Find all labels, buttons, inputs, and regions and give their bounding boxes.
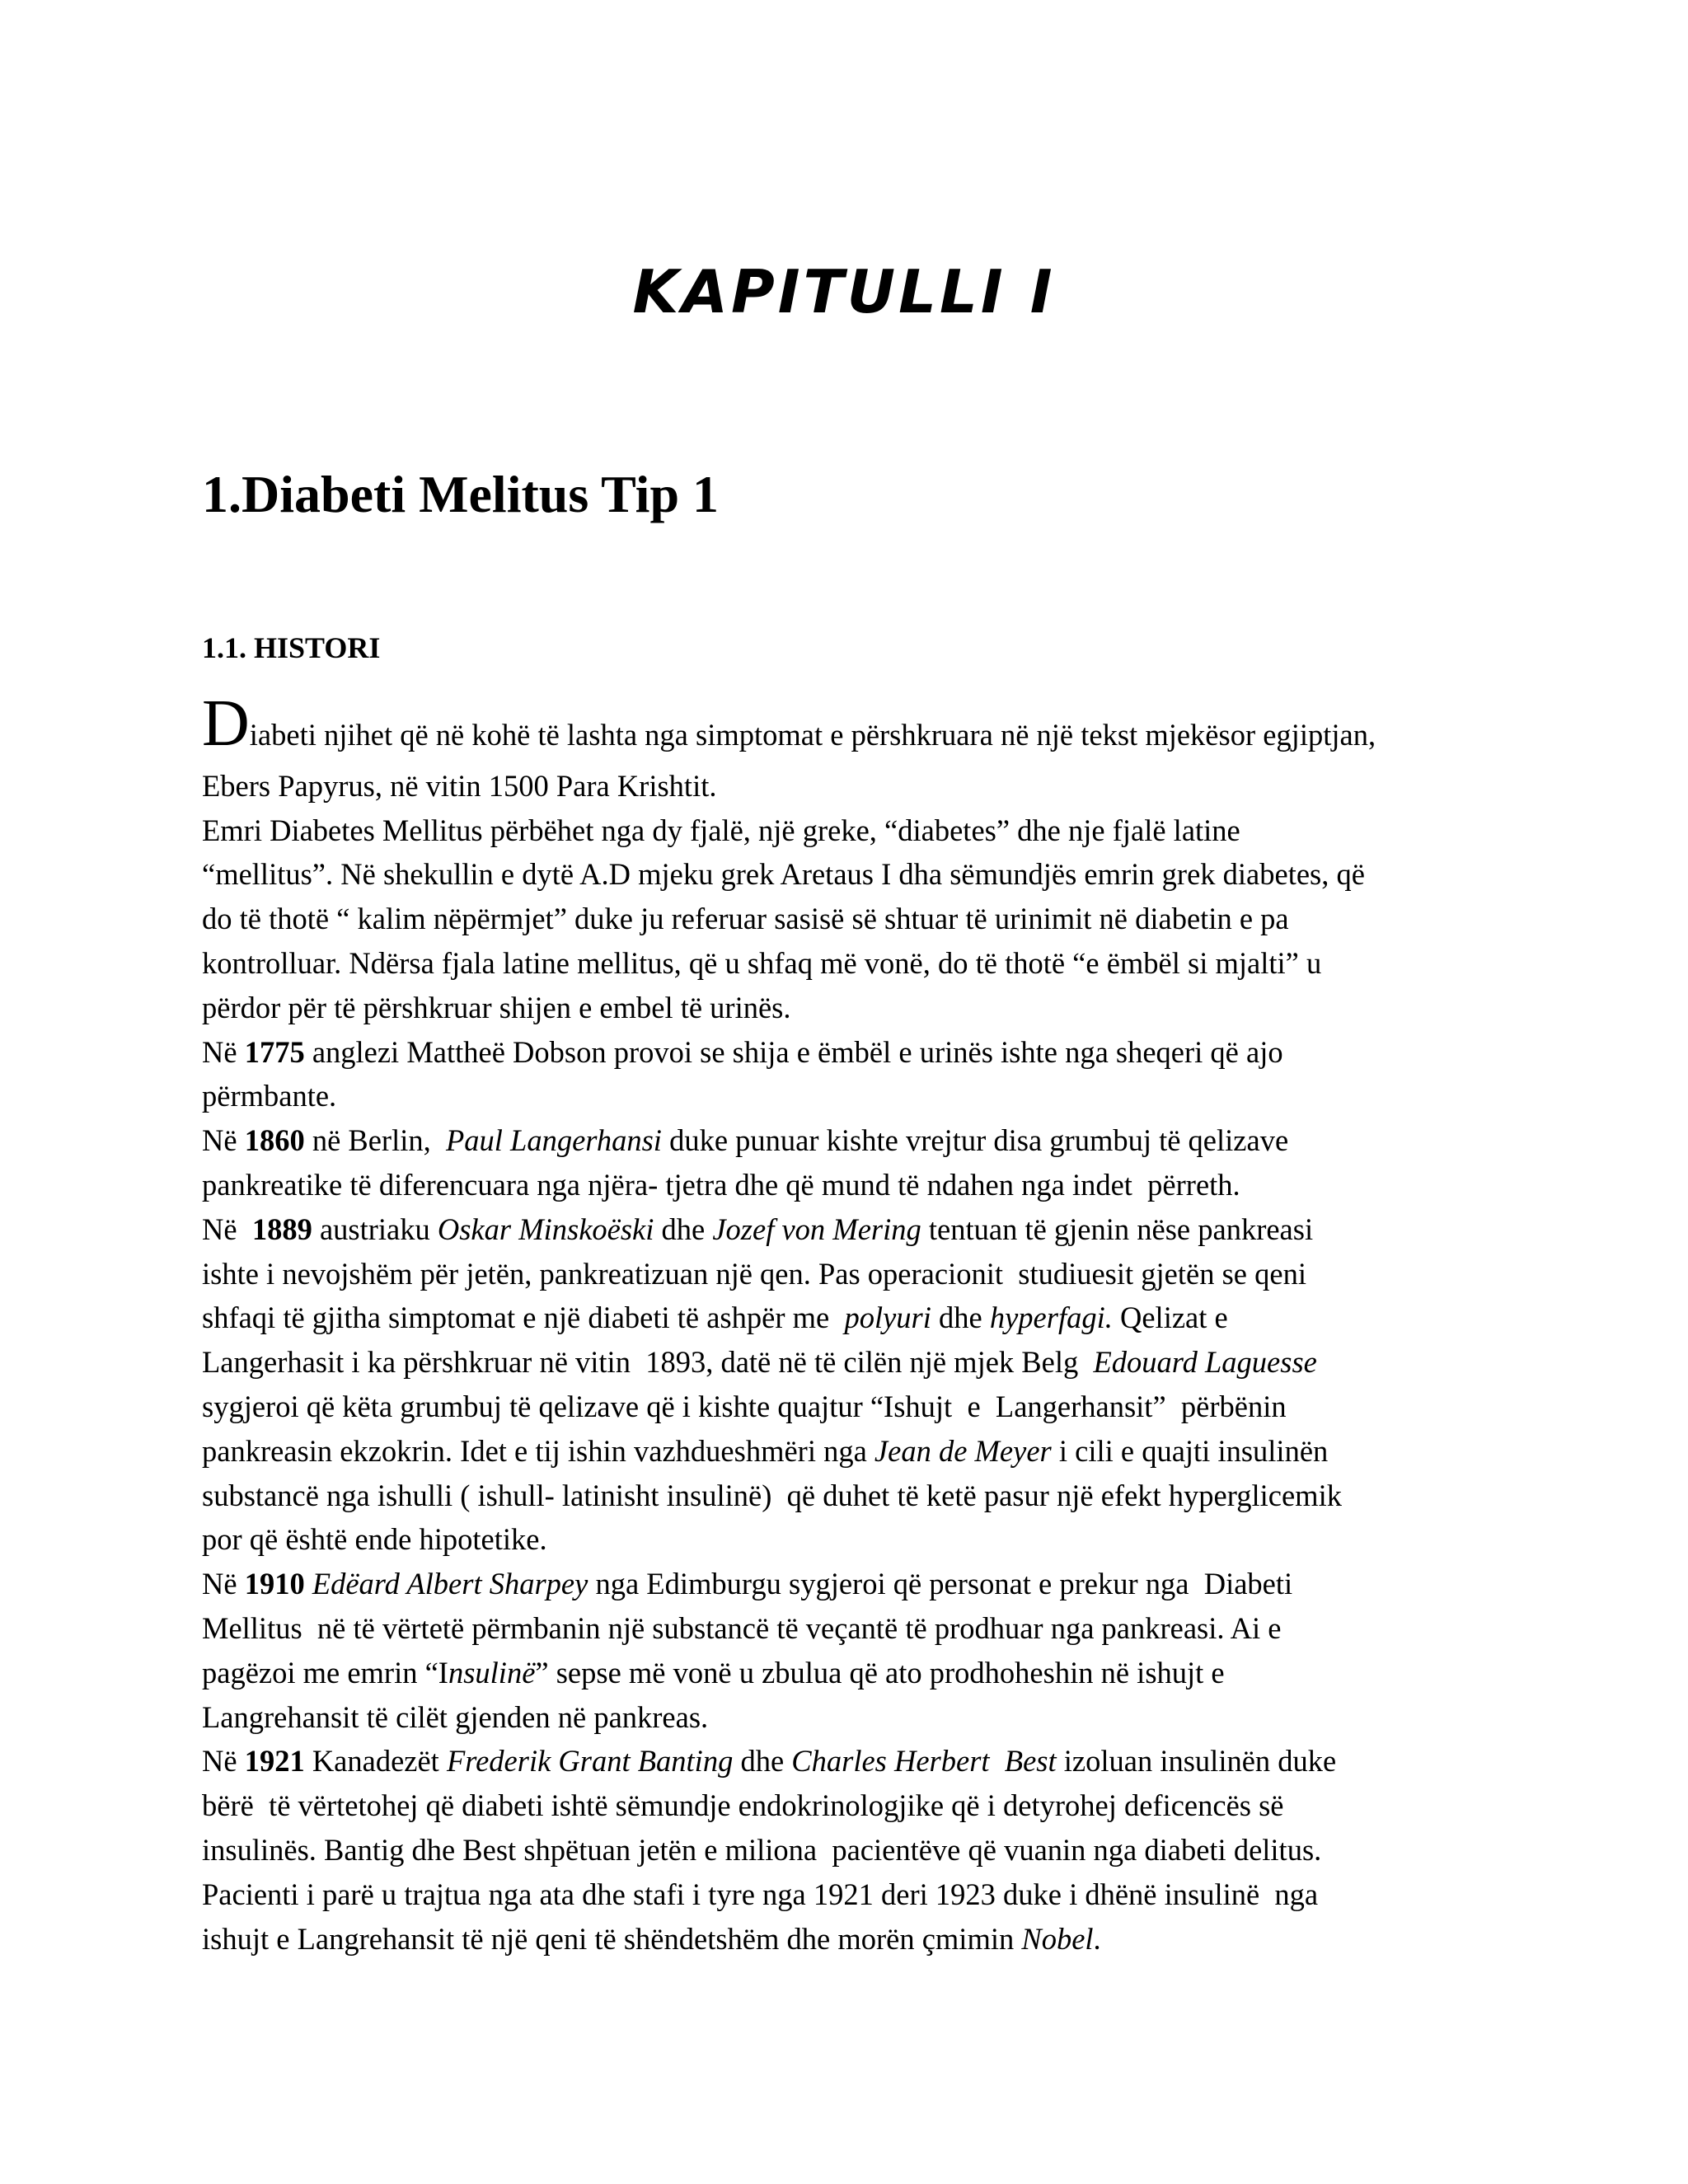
text-run: izoluan insulinën duke xyxy=(1056,1744,1337,1779)
text-run: Kanadezët xyxy=(304,1744,447,1779)
text-run: . xyxy=(1093,1921,1101,1956)
body-text xyxy=(202,687,1488,1961)
medical-term: nsulinë xyxy=(448,1655,536,1690)
year-1921: 1921 xyxy=(244,1744,305,1779)
paragraph-line: përdor për të përshkruar shijen e embel të urinës. xyxy=(202,990,791,1024)
paragraph-line: insulinës. Bantig dhe Best shpëtuan jetën e miliona pacientëve që vuanin nga diabeti delitus. xyxy=(202,1832,1322,1867)
medical-term: polyuri xyxy=(844,1301,931,1335)
paragraph-line: substancë nga ishulli ( ishull- latinisht insulinë) që duhet të ketë pasur një efekt hyperglicemik xyxy=(202,1478,1342,1512)
medical-term: hyperfagi. xyxy=(989,1301,1113,1335)
text-run: nga Edimburgu sygjeroi që personat e prekur nga Diabeti xyxy=(588,1567,1293,1601)
text-run: Në xyxy=(202,1567,245,1601)
paragraph-line xyxy=(202,1562,1488,1606)
text-run: dhe xyxy=(654,1212,713,1246)
paragraph-line: por që është ende hipotetike. xyxy=(202,1522,547,1557)
year-1775: 1775 xyxy=(244,1034,305,1069)
chapter-title: KAPITULLI I xyxy=(632,257,1056,326)
drop-cap: D xyxy=(202,687,250,760)
person-name: Frederik Grant Banting xyxy=(446,1744,734,1779)
text-run: Në xyxy=(202,1034,245,1069)
paragraph-line: Mellitus në të vërtetë përmbanin një substancë të veçantë të prodhuar nga pankreasi. Ai e xyxy=(202,1610,1282,1645)
text-run: Në xyxy=(202,1212,252,1246)
paragraph-line: Emri Diabetes Mellitus përbëhet nga dy fjalë, një greke, “diabetes” dhe nje fjalë latine xyxy=(202,813,1240,847)
section-heading: 1.Diabeti Melitus Tip 1 xyxy=(202,465,720,523)
person-name: Jean de Meyer xyxy=(874,1433,1052,1468)
person-name: Paul Langerhansi xyxy=(446,1123,662,1158)
text-run: tentuan të gjenin nëse pankreasi xyxy=(921,1212,1314,1246)
text-run: pagëzoi me emrin “I xyxy=(202,1655,448,1690)
text-run: ” sepse më vonë u zbulua që ato prodhoheshin në ishujt e xyxy=(535,1655,1225,1690)
text-run: Langerhasit i ka përshkruar në vitin 1893, datë në të cilën një mjek Belg xyxy=(202,1345,1094,1380)
text-run: dhe xyxy=(733,1744,792,1779)
text-run xyxy=(305,1567,312,1601)
paragraph-line xyxy=(202,1340,1488,1385)
person-name: Oskar Minskoëski xyxy=(437,1212,654,1246)
paragraph-line: bërë të vërtetohej që diabeti ishtë sëmundje endokrinologjike që i detyrohej deficencës së xyxy=(202,1788,1284,1823)
text-run: i cili e quajti insulinën xyxy=(1051,1433,1329,1468)
text-run: duke punuar kishte vrejtur disa grumbuj të qelizave xyxy=(661,1123,1289,1158)
text-run: Qelizat e xyxy=(1112,1301,1228,1335)
paragraph-line xyxy=(202,1917,1488,1961)
text-run: Në xyxy=(202,1123,245,1158)
paragraph-line xyxy=(202,1429,1488,1474)
paragraph-line: sygjeroi që këta grumbuj të qelizave që i kishte quajtur “Ishujt e Langerhansit” përbënin xyxy=(202,1389,1287,1423)
text-run: në Berlin, xyxy=(304,1123,446,1158)
paragraph-line: kontrolluar. Ndërsa fjala latine mellitus, që u shfaq më vonë, do të thotë “e ëmbël si mjalti” u xyxy=(202,945,1322,980)
text-run: dhe xyxy=(931,1301,990,1335)
paragraph-line: Ebers Papyrus, në vitin 1500 Para Krishtit. xyxy=(202,768,717,803)
person-name: Charles Herbert Best xyxy=(791,1744,1057,1779)
text-run: austriaku xyxy=(312,1212,438,1246)
text-run: ishujt e Langrehansit të një qeni të shëndetshëm dhe morën çmimin xyxy=(202,1921,1022,1956)
paragraph-line xyxy=(202,1739,1488,1783)
text-run: pankreasin ekzokrin. Idet e tij ishin vazhdueshmëri nga xyxy=(202,1433,874,1468)
paragraph-line xyxy=(202,1296,1488,1340)
text-run: shfaqi të gjitha simptomat e një diabeti të ashpër me xyxy=(202,1301,845,1335)
paragraph-line: përmbante. xyxy=(202,1079,337,1113)
text-run: iabeti njihet që në kohë të lashta nga simptomat e përshkruara në një tekst mjekësor egjiptjan, xyxy=(249,718,1376,752)
text-run: Në xyxy=(202,1744,245,1779)
paragraph-line xyxy=(202,687,1488,760)
paragraph-line xyxy=(202,1030,1488,1075)
paragraph-line xyxy=(202,1651,1488,1695)
paragraph-line: pankreatike të diferencuara nga njëra- tjetra dhe që mund të ndahen nga indet përreth. xyxy=(202,1167,1240,1202)
year-1860: 1860 xyxy=(244,1123,305,1158)
paragraph-line: do të thotë “ kalim nëpërmjet” duke ju referuar sasisë së shtuar të urinimit në diabetin e pa xyxy=(202,902,1289,936)
paragraph-line: “mellitus”. Në shekullin e dytë A.D mjeku grek Aretaus I dha sëmundjës emrin grek diabetes, që xyxy=(202,857,1365,892)
award-name: Nobel xyxy=(1021,1921,1094,1956)
person-name: Edëard Albert Sharpey xyxy=(312,1567,588,1601)
subsection-heading: 1.1. HISTORI xyxy=(202,631,381,664)
paragraph-line: Pacienti i parë u trajtua nga ata dhe stafi i tyre nga 1921 deri 1923 duke i dhënë insulinë nga xyxy=(202,1877,1319,1911)
paragraph-line: ishte i nevojshëm për jetën, pankreatizuan një qen. Pas operacionit studiuesit gjetën se qeni xyxy=(202,1256,1306,1291)
year-1889: 1889 xyxy=(251,1212,312,1246)
year-1910: 1910 xyxy=(244,1567,305,1601)
person-name: Edouard Laguesse xyxy=(1093,1345,1317,1380)
person-name: Jozef von Mering xyxy=(712,1212,921,1246)
text-run: anglezi Mattheë Dobson provoi se shija e ëmbël e urinës ishte nga sheqeri që ajo xyxy=(304,1034,1283,1069)
paragraph-line: Langrehansit të cilët gjenden në pankreas. xyxy=(202,1699,709,1734)
paragraph-line xyxy=(202,1207,1488,1252)
paragraph-line xyxy=(202,1118,1488,1163)
